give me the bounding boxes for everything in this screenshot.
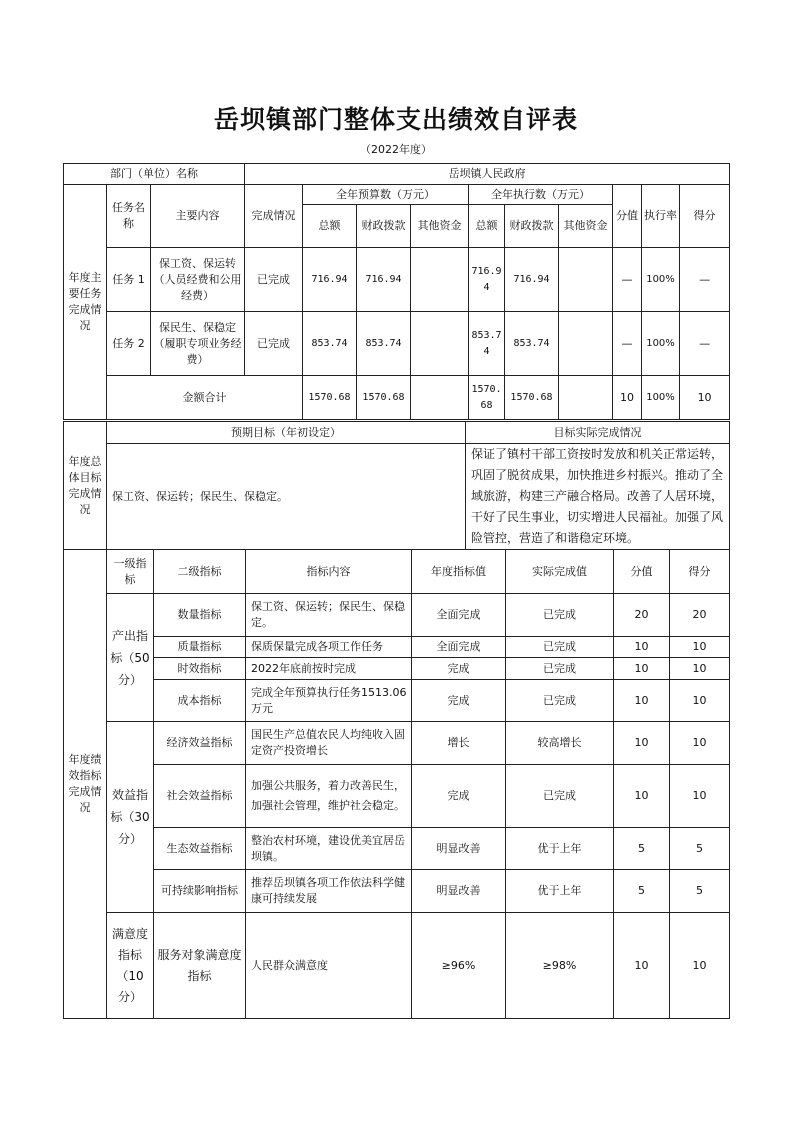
indicator-table bbox=[63, 549, 730, 1019]
indicator-target: 全面完成 bbox=[412, 594, 506, 637]
indicator-actual: 较高增长 bbox=[506, 722, 614, 765]
indicator-score: 10 bbox=[670, 637, 730, 658]
col-score: 得分 bbox=[680, 185, 730, 248]
task-score: — bbox=[680, 248, 730, 312]
indicator-name: 质量指标 bbox=[154, 637, 246, 658]
task-table bbox=[63, 163, 730, 420]
group-label-satisfaction: 满意度指标（10分） bbox=[107, 913, 154, 1019]
indicator-actual: ≥98% bbox=[506, 913, 614, 1019]
indicator-actual: 已完成 bbox=[506, 594, 614, 637]
indicator-content: 保质保量完成各项工作任务 bbox=[246, 637, 412, 658]
indicator-actual: 已完成 bbox=[506, 637, 614, 658]
table-row bbox=[64, 870, 730, 913]
sum-score-value: 10 bbox=[613, 376, 642, 420]
expected-goal-header: 预期目标（年初设定） bbox=[107, 422, 466, 444]
indicator-target: 明显改善 bbox=[412, 870, 506, 913]
col-completion: 完成情况 bbox=[245, 185, 303, 248]
sum-budget-other bbox=[411, 376, 469, 420]
indicator-name: 数量指标 bbox=[154, 594, 246, 637]
col-content: 指标内容 bbox=[246, 550, 412, 594]
table-row bbox=[64, 765, 730, 828]
indicator-actual: 已完成 bbox=[506, 680, 614, 722]
col-actual: 实际完成值 bbox=[506, 550, 614, 594]
col-level2: 二级指标 bbox=[154, 550, 246, 594]
indicator-value: 10 bbox=[614, 680, 670, 722]
indicator-content: 保工资、保运转；保民生、保稳定。 bbox=[246, 594, 412, 637]
table-row bbox=[64, 312, 730, 376]
budget-other bbox=[411, 248, 469, 312]
table-row bbox=[64, 913, 730, 1019]
task-rate: 100% bbox=[642, 248, 680, 312]
sum-row bbox=[64, 376, 730, 420]
indicator-target: ≥96% bbox=[412, 913, 506, 1019]
indicator-content: 2022年底前按时完成 bbox=[246, 658, 412, 680]
exec-fiscal: 853.74 bbox=[505, 312, 559, 376]
sum-exec-other bbox=[559, 376, 613, 420]
indicator-value: 5 bbox=[614, 828, 670, 870]
expected-goal-text: 保工资、保运转；保民生、保稳定。 bbox=[107, 444, 466, 550]
task-name: 任务 2 bbox=[107, 312, 151, 376]
task-score-value: — bbox=[613, 312, 642, 376]
indicator-target: 完成 bbox=[412, 765, 506, 828]
indicator-value: 20 bbox=[614, 594, 670, 637]
page-title: 岳坝镇部门整体支出绩效自评表 bbox=[213, 105, 578, 134]
indicator-content: 完成全年预算执行任务1513.06万元 bbox=[246, 680, 412, 722]
col-exec-other: 其他资金 bbox=[559, 205, 613, 248]
indicator-content: 人民群众满意度 bbox=[246, 913, 412, 1019]
sum-budget-total: 1570.68 bbox=[303, 376, 357, 420]
indicator-score: 10 bbox=[670, 913, 730, 1019]
indicator-value: 5 bbox=[614, 870, 670, 913]
indicator-score: 20 bbox=[670, 594, 730, 637]
indicator-value: 10 bbox=[614, 913, 670, 1019]
indicator-value: 10 bbox=[614, 722, 670, 765]
goals-section-label: 年度总体目标完成情况 bbox=[64, 422, 107, 550]
col-exec-fiscal: 财政拨款 bbox=[505, 205, 559, 248]
budget-fiscal: 853.74 bbox=[357, 312, 411, 376]
indicator-score: 10 bbox=[670, 658, 730, 680]
table-row bbox=[64, 680, 730, 722]
tasks-section-label: 年度主要任务完成情况 bbox=[64, 185, 107, 420]
indicator-name: 社会效益指标 bbox=[154, 765, 246, 828]
col-exec-total: 总额 bbox=[469, 205, 505, 248]
indicator-target: 完成 bbox=[412, 658, 506, 680]
table-row bbox=[64, 658, 730, 680]
indicator-name: 时效指标 bbox=[154, 658, 246, 680]
col-main-content: 主要内容 bbox=[151, 185, 245, 248]
dept-label: 部门（单位）名称 bbox=[64, 164, 245, 185]
indicator-content: 国民生产总值农民人均纯收入固定资产投资增长 bbox=[246, 722, 412, 765]
exec-other bbox=[559, 312, 613, 376]
indicator-actual: 优于上年 bbox=[506, 870, 614, 913]
table-row bbox=[64, 637, 730, 658]
actual-goal-header: 目标实际完成情况 bbox=[466, 422, 730, 444]
col-budget-fiscal: 财政拨款 bbox=[357, 205, 411, 248]
sum-exec-total: 1570.68 bbox=[469, 376, 505, 420]
col-budget-other: 其他资金 bbox=[411, 205, 469, 248]
table-row bbox=[64, 594, 730, 637]
indicator-score: 10 bbox=[670, 722, 730, 765]
group-label-output: 产出指标（50分） bbox=[107, 594, 154, 722]
indicator-content: 整治农村环境，建设优美宜居岳坝镇。 bbox=[246, 828, 412, 870]
table-row bbox=[64, 722, 730, 765]
indicator-value: 10 bbox=[614, 637, 670, 658]
budget-other bbox=[411, 312, 469, 376]
col-level1: 一级指标 bbox=[107, 550, 154, 594]
col-score-value: 分值 bbox=[614, 550, 670, 594]
task-content: 保工资、保运转（人员经费和公用经费） bbox=[151, 248, 245, 312]
indicator-actual: 已完成 bbox=[506, 765, 614, 828]
col-score-value: 分值 bbox=[613, 185, 642, 248]
sum-rate: 100% bbox=[642, 376, 680, 420]
col-budget-total: 总额 bbox=[303, 205, 357, 248]
task-completion: 已完成 bbox=[245, 248, 303, 312]
table-row bbox=[64, 828, 730, 870]
col-task-name: 任务名称 bbox=[107, 185, 151, 248]
indicator-actual: 优于上年 bbox=[506, 828, 614, 870]
col-budget-group: 全年预算数（万元） bbox=[303, 185, 469, 205]
indicator-target: 增长 bbox=[412, 722, 506, 765]
indicator-name: 可持续影响指标 bbox=[154, 870, 246, 913]
indicator-value: 10 bbox=[614, 765, 670, 828]
sum-label: 金额合计 bbox=[107, 376, 303, 420]
indicator-name: 服务对象满意度指标 bbox=[154, 913, 246, 1019]
indicator-name: 经济效益指标 bbox=[154, 722, 246, 765]
indicator-name: 成本指标 bbox=[154, 680, 246, 722]
indicator-actual: 已完成 bbox=[506, 658, 614, 680]
col-exec-group: 全年执行数（万元） bbox=[469, 185, 613, 205]
indicator-score: 5 bbox=[670, 870, 730, 913]
budget-fiscal: 716.94 bbox=[357, 248, 411, 312]
sum-exec-fiscal: 1570.68 bbox=[505, 376, 559, 420]
col-score: 得分 bbox=[670, 550, 730, 594]
goals-table bbox=[63, 421, 730, 550]
task-completion: 已完成 bbox=[245, 312, 303, 376]
exec-total: 716.94 bbox=[469, 248, 505, 312]
task-name: 任务 1 bbox=[107, 248, 151, 312]
indicator-target: 明显改善 bbox=[412, 828, 506, 870]
indicator-name: 生态效益指标 bbox=[154, 828, 246, 870]
exec-total: 853.74 bbox=[469, 312, 505, 376]
indicator-content: 加强公共服务，着力改善民生，加强社会管理，维护社会稳定。 bbox=[246, 765, 412, 828]
indicators-section-label: 年度绩效指标完成情况 bbox=[64, 550, 107, 1019]
exec-fiscal: 716.94 bbox=[505, 248, 559, 312]
indicator-target: 全面完成 bbox=[412, 637, 506, 658]
task-score: — bbox=[680, 312, 730, 376]
sum-score: 10 bbox=[680, 376, 730, 420]
task-score-value: — bbox=[613, 248, 642, 312]
task-rate: 100% bbox=[642, 312, 680, 376]
indicator-value: 10 bbox=[614, 658, 670, 680]
exec-other bbox=[559, 248, 613, 312]
page-subtitle: （2022年度） bbox=[360, 143, 432, 156]
indicator-target: 完成 bbox=[412, 680, 506, 722]
actual-goal-text: 保证了镇村干部工资按时发放和机关正常运转，巩固了脱贫成果，加快推进乡村振兴。推动了全域旅游，构建三产融合格局。改善了人居环境，干好了民生事业，切实增进人民福祉。加强了风险管控，营造了和谐稳定环境。 bbox=[466, 444, 730, 550]
budget-total: 716.94 bbox=[303, 248, 357, 312]
budget-total: 853.74 bbox=[303, 312, 357, 376]
indicator-score: 10 bbox=[670, 680, 730, 722]
indicator-score: 5 bbox=[670, 828, 730, 870]
table-row bbox=[64, 248, 730, 312]
sum-budget-fiscal: 1570.68 bbox=[357, 376, 411, 420]
group-label-benefit: 效益指标（30分） bbox=[107, 722, 154, 913]
dept-value: 岳坝镇人民政府 bbox=[245, 164, 730, 185]
col-target: 年度指标值 bbox=[412, 550, 506, 594]
indicator-score: 10 bbox=[670, 765, 730, 828]
task-content: 保民生、保稳定（履职专项业务经费） bbox=[151, 312, 245, 376]
indicator-content: 推荐岳坝镇各项工作依法科学健康可持续发展 bbox=[246, 870, 412, 913]
col-exec-rate: 执行率 bbox=[642, 185, 680, 248]
